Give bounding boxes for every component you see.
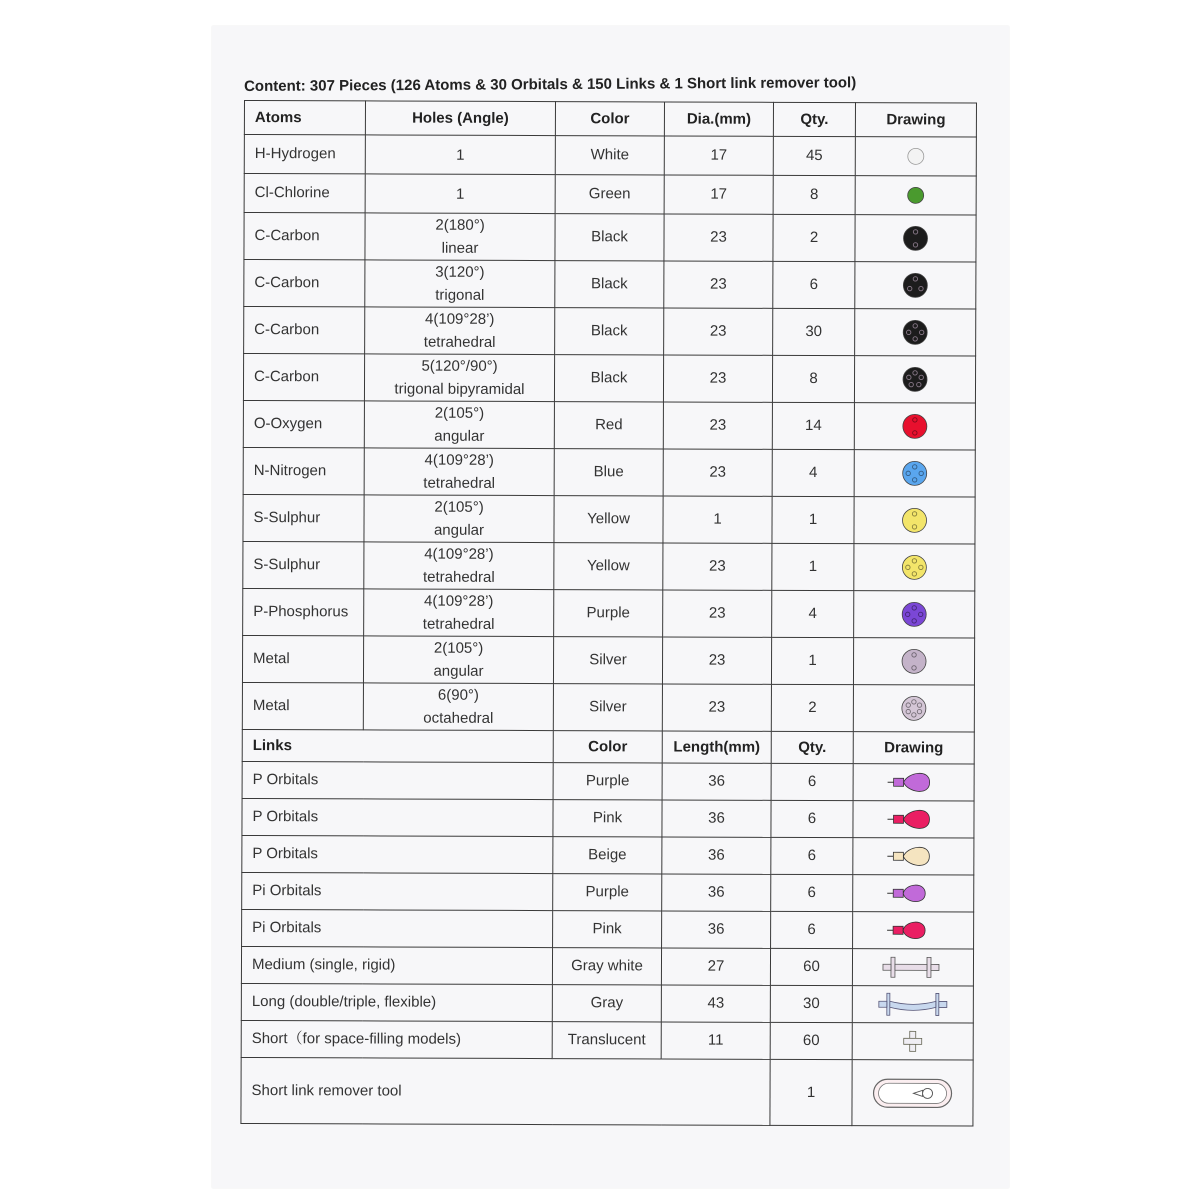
atom-name: N-Nitrogen (243, 447, 364, 494)
link-length: 36 (662, 874, 771, 911)
p-orbital-icon (854, 766, 974, 798)
link-qty: 6 (771, 911, 853, 948)
atom-qty: 1 (772, 543, 854, 590)
link-row (242, 835, 974, 875)
silver-angular-atom-icon (854, 646, 974, 676)
atom-qty: 1 (772, 496, 854, 543)
link-name: P Orbitals (242, 835, 553, 873)
link-drawing (853, 838, 974, 875)
atom-row (244, 213, 976, 263)
atom-holes (365, 213, 555, 261)
atom-row (243, 588, 975, 638)
contents-table (240, 100, 977, 1127)
atom-holes (365, 135, 555, 175)
link-color: Gray white (552, 948, 661, 985)
link-qty: 60 (770, 948, 852, 985)
pi-orbital-icon (853, 914, 973, 946)
small-white-sphere-icon (856, 141, 976, 171)
atom-diameter: 23 (663, 402, 772, 449)
pi-orbital-icon (853, 877, 973, 909)
atom-row (243, 354, 975, 404)
atom-diameter: 23 (664, 214, 773, 261)
link-length: 36 (662, 911, 771, 948)
atom-color: Purple (554, 590, 663, 637)
link-length: 43 (661, 985, 770, 1022)
atom-geometry: angular (433, 521, 485, 539)
atom-qty: 2 (773, 214, 855, 261)
atom-holes-count: 4(109°28’) (424, 545, 494, 563)
remover-tool-icon (852, 1073, 972, 1113)
atom-holes (364, 495, 554, 543)
link-color: Beige (553, 837, 662, 874)
atom-drawing (855, 176, 976, 215)
atom-holes (364, 354, 554, 402)
link-color: Purple (553, 763, 662, 800)
p-orbital-icon (853, 840, 973, 872)
atoms-header-atoms: Atoms (244, 101, 365, 135)
atom-color: Silver (553, 637, 662, 684)
atom-name: O-Oxygen (243, 400, 364, 447)
atom-holes (365, 307, 555, 355)
link-drawing (853, 764, 974, 801)
atom-drawing (854, 356, 975, 403)
atom-drawing (854, 544, 975, 591)
atom-color: Yellow (554, 543, 663, 590)
link-row (242, 761, 974, 801)
atom-holes (363, 683, 553, 731)
link-length: 11 (661, 1022, 770, 1059)
atom-qty: 1 (771, 637, 853, 684)
atom-row (244, 135, 976, 177)
tool-name: Short link remover tool (241, 1057, 770, 1125)
atom-name: H-Hydrogen (244, 135, 365, 174)
link-drawing (852, 949, 973, 986)
atom-holes (364, 401, 554, 449)
atom-row (242, 682, 974, 732)
link-length: 36 (662, 763, 771, 800)
atom-holes-count: 2(105°) (434, 498, 484, 516)
link-row (242, 872, 974, 912)
yellow-angular-atom-icon (854, 505, 974, 535)
atom-name: S-Sulphur (243, 494, 364, 541)
black-linear-atom-icon (855, 223, 975, 253)
short-link-icon (853, 1025, 973, 1057)
atom-name: S-Sulphur (243, 541, 364, 588)
atoms-header-holes: Holes (Angle) (365, 101, 555, 136)
link-drawing (852, 1023, 973, 1060)
link-drawing (853, 912, 974, 949)
atom-row (244, 260, 976, 310)
atom-drawing (855, 215, 976, 262)
atom-row (244, 307, 976, 357)
atom-holes-count: 1 (455, 185, 465, 203)
atom-color: Red (554, 402, 663, 449)
link-drawing (853, 801, 974, 838)
atom-color: Blue (554, 449, 663, 496)
atom-holes-count: 5(120°/90°) (421, 357, 498, 375)
atom-geometry: octahedral (423, 709, 494, 727)
atom-geometry: angular (434, 427, 485, 445)
links-header-links: Links (242, 729, 553, 762)
content-title: Content: 307 Pieces (126 Atoms & 30 Orbitals & 150 Links & 1 Short link remover tool) (244, 74, 857, 95)
purple-tetrahedral-atom-icon (854, 599, 974, 629)
atom-row (242, 635, 974, 685)
link-name: Pi Orbitals (242, 872, 553, 910)
atom-name: Metal (242, 635, 363, 682)
atom-color: Yellow (554, 496, 663, 543)
tool-row (241, 1057, 973, 1126)
link-name: Pi Orbitals (242, 909, 553, 947)
atom-name: Metal (242, 682, 363, 729)
link-length: 27 (661, 948, 770, 985)
atom-row (243, 400, 975, 450)
atom-drawing (855, 309, 976, 356)
atom-holes-count: 1 (456, 146, 465, 164)
atom-holes (365, 174, 555, 214)
atom-diameter: 17 (664, 136, 773, 175)
atom-drawing (853, 638, 974, 685)
atom-diameter: 17 (664, 175, 773, 214)
link-color: Purple (553, 874, 662, 911)
atom-diameter: 23 (662, 684, 771, 731)
atom-holes-count: 4(109°28’) (424, 592, 494, 610)
atom-holes (364, 448, 554, 496)
atom-geometry: linear (441, 239, 479, 257)
link-qty: 60 (770, 1022, 852, 1059)
small-green-sphere-icon (856, 180, 976, 210)
yellow-tetrahedral-atom-icon (854, 552, 974, 582)
atom-drawing (853, 685, 974, 732)
atom-geometry: tetrahedral (423, 333, 496, 351)
atom-name: C-Carbon (243, 354, 364, 401)
atom-holes-count: 4(109°28’) (425, 310, 495, 328)
link-row (241, 1020, 973, 1060)
atom-row (244, 174, 976, 216)
links-header-color: Color (553, 731, 662, 763)
link-drawing (853, 875, 974, 912)
links-header-row (242, 729, 974, 764)
atom-color: Green (555, 175, 664, 214)
link-length: 36 (662, 837, 771, 874)
atoms-header-row (244, 101, 976, 138)
silver-octahedral-atom-icon (854, 693, 974, 723)
long-link-icon (853, 988, 973, 1020)
atom-name: P-Phosphorus (243, 588, 364, 635)
link-color: Pink (553, 911, 662, 948)
atom-diameter: 1 (663, 496, 772, 543)
atom-diameter: 23 (663, 355, 772, 402)
link-qty: 6 (771, 874, 853, 911)
atom-color: Black (555, 261, 664, 308)
links-header-drawing: Drawing (853, 732, 974, 764)
link-qty: 30 (770, 985, 852, 1022)
atom-color: White (555, 136, 664, 175)
atom-qty: 6 (773, 261, 855, 308)
atom-drawing (854, 591, 975, 638)
atom-qty: 2 (771, 684, 853, 731)
atom-holes-count: 2(105°) (434, 404, 485, 422)
atom-drawing (855, 137, 976, 176)
atom-holes (365, 260, 555, 308)
link-name: P Orbitals (242, 761, 553, 799)
atom-color: Black (554, 355, 663, 402)
black-tetrahedral-atom-icon (855, 317, 975, 347)
link-name: Long (double/triple, flexible) (241, 983, 552, 1021)
link-qty: 6 (771, 837, 853, 874)
link-drawing (852, 986, 973, 1023)
black-bipyramidal-atom-icon (855, 364, 975, 394)
tool-qty: 1 (770, 1059, 852, 1125)
atom-color: Black (555, 214, 664, 261)
link-qty: 6 (771, 800, 853, 837)
red-angular-atom-icon (855, 411, 975, 441)
atom-holes-count: 6(90°) (437, 686, 479, 704)
link-row (241, 946, 973, 986)
atoms-header-dia: Dia.(mm) (664, 102, 773, 136)
atom-diameter: 23 (664, 261, 773, 308)
atoms-header-qty: Qty. (773, 102, 855, 136)
atom-color: Black (555, 308, 664, 355)
link-length: 36 (662, 800, 771, 837)
atom-holes (364, 542, 554, 590)
contents-table-wrap (240, 100, 977, 1127)
atom-holes (364, 589, 554, 637)
atom-diameter: 23 (663, 590, 772, 637)
atom-name: C-Carbon (244, 260, 365, 307)
links-header-qty: Qty. (771, 731, 853, 763)
atom-diameter: 23 (664, 308, 773, 355)
atoms-header-color: Color (555, 102, 664, 136)
atom-diameter: 23 (662, 637, 771, 684)
atom-geometry: tetrahedral (422, 615, 495, 633)
p-orbital-icon (853, 803, 973, 835)
atom-geometry: trigonal bipyramidal (394, 380, 525, 398)
atoms-header-drawing: Drawing (855, 103, 976, 137)
link-row (241, 983, 973, 1023)
atom-drawing (854, 403, 975, 450)
atom-holes-count: 2(180°) (435, 216, 485, 234)
atom-row (243, 541, 975, 591)
atom-geometry: angular (433, 662, 484, 680)
link-name: Medium (single, rigid) (241, 946, 552, 984)
atom-diameter: 23 (663, 543, 772, 590)
atom-qty: 4 (772, 590, 854, 637)
atom-holes-count: 3(120°) (435, 263, 485, 281)
atom-qty: 8 (773, 175, 855, 214)
link-row (242, 798, 974, 838)
atom-qty: 14 (772, 402, 854, 449)
atom-name: C-Carbon (244, 213, 365, 260)
atom-row (243, 494, 975, 544)
atom-qty: 8 (772, 355, 854, 402)
atom-drawing (854, 497, 975, 544)
atom-qty: 30 (773, 308, 855, 355)
link-color: Translucent (552, 1022, 661, 1059)
atom-qty: 45 (773, 136, 855, 175)
links-header-length: Length(mm) (662, 731, 771, 763)
link-name: Short（for space-filling models) (241, 1020, 552, 1058)
tool-drawing (852, 1060, 973, 1126)
atom-drawing (855, 262, 976, 309)
atom-geometry: trigonal (435, 286, 485, 304)
atom-row (243, 447, 975, 497)
medium-link-icon (853, 951, 973, 983)
link-color: Pink (553, 800, 662, 837)
atom-drawing (854, 450, 975, 497)
atom-name: C-Carbon (244, 307, 365, 354)
atom-geometry: tetrahedral (422, 568, 495, 586)
atom-holes-count: 4(109°28’) (424, 451, 494, 469)
link-name: P Orbitals (242, 798, 553, 836)
atom-color: Silver (553, 684, 662, 731)
atom-qty: 4 (772, 449, 854, 496)
link-qty: 6 (771, 763, 853, 800)
link-color: Gray (552, 985, 661, 1022)
atom-diameter: 23 (663, 449, 772, 496)
black-trigonal-atom-icon (855, 270, 975, 300)
atom-name: Cl-Chlorine (244, 174, 365, 213)
atom-holes (363, 636, 553, 684)
atom-geometry: tetrahedral (423, 474, 496, 492)
link-row (242, 909, 974, 949)
atom-holes-count: 2(105°) (433, 639, 484, 657)
blue-tetrahedral-atom-icon (855, 458, 975, 488)
